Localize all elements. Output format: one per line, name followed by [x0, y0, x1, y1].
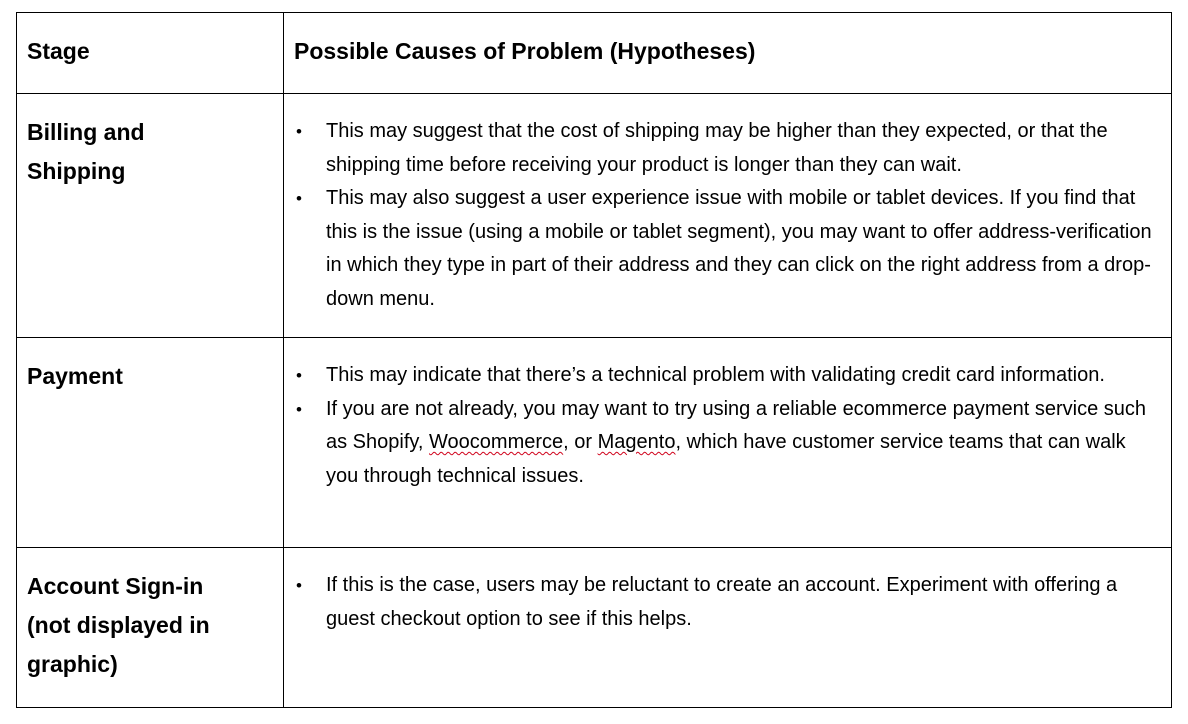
bullet-list-account: [284, 548, 1171, 636]
spellcheck-word-woocommerce: Woocommerce: [429, 431, 564, 453]
bullet-item: [284, 182, 1161, 316]
stage-label-line: (not displayed in: [27, 612, 210, 638]
causes-cell-billing: [284, 94, 1172, 338]
bullet-icon: •: [296, 122, 302, 141]
stage-label-line: Billing and: [27, 119, 145, 145]
header-causes-label: Possible Causes of Problem (Hypotheses): [294, 38, 756, 64]
bullet-text: If this is the case, users may be reluctant to create an account. Experiment with offering a guest checkout option to see if this helps.: [326, 574, 1118, 630]
stage-cell-payment: [17, 338, 284, 548]
bullet-text: This may suggest that the cost of shipping may be higher than they expected, or that the shipping time before receiving your product is longer than they can wait.: [326, 120, 1108, 176]
bullet-list-billing: [284, 94, 1171, 316]
bullet-list-payment: [284, 338, 1171, 493]
bullet-text: [326, 398, 1146, 487]
bullet-item: [284, 359, 1161, 393]
header-cell-stage: [17, 13, 284, 94]
bullet-icon: •: [296, 189, 302, 208]
bullet-text-segment: If you are not already, you may want to try using a reliable ecommerce payment service such as Shopify,: [326, 397, 1147, 453]
bullet-text-segment: , which have customer service teams that can walk you through technical issues.: [326, 431, 1126, 487]
table-row-account-signin: [17, 548, 1172, 708]
bullet-icon: •: [296, 366, 302, 385]
stage-cell-account: [17, 548, 284, 708]
stage-cell-billing: [17, 94, 284, 338]
spellcheck-word-magento: Magento: [597, 431, 676, 453]
stage-label-line: graphic): [27, 651, 118, 677]
table-row-payment: [17, 338, 1172, 548]
hypotheses-table: [16, 12, 1172, 708]
bullet-item: [284, 569, 1161, 636]
stage-label-line: Shipping: [27, 158, 126, 184]
stage-label-account: [17, 548, 283, 684]
stage-label-billing: [17, 94, 283, 191]
stage-label-line: Account Sign-in: [27, 573, 204, 599]
header-stage-label: Stage: [27, 38, 90, 64]
bullet-item: [284, 115, 1161, 182]
stage-label-payment: [17, 338, 283, 396]
table-row-billing-shipping: [17, 94, 1172, 338]
bullet-item: [284, 393, 1161, 494]
bullet-text: This may also suggest a user experience issue with mobile or tablet devices. If you find that this is the issue (using a mobile or tablet segment), you may want to offer address-verification in which they type in part of their address and they can click on the right address from a drop-down menu.: [326, 187, 1152, 310]
header-cell-causes: [284, 13, 1172, 94]
bullet-icon: •: [296, 399, 302, 419]
causes-cell-account: [284, 548, 1172, 708]
table-header-row: [17, 13, 1172, 94]
stage-label-line: Payment: [27, 363, 123, 389]
bullet-text-segment: , or: [563, 431, 598, 453]
causes-cell-payment: [284, 338, 1172, 548]
bullet-text: This may indicate that there’s a technical problem with validating credit card information.: [326, 364, 1105, 386]
bullet-icon: •: [296, 576, 302, 595]
